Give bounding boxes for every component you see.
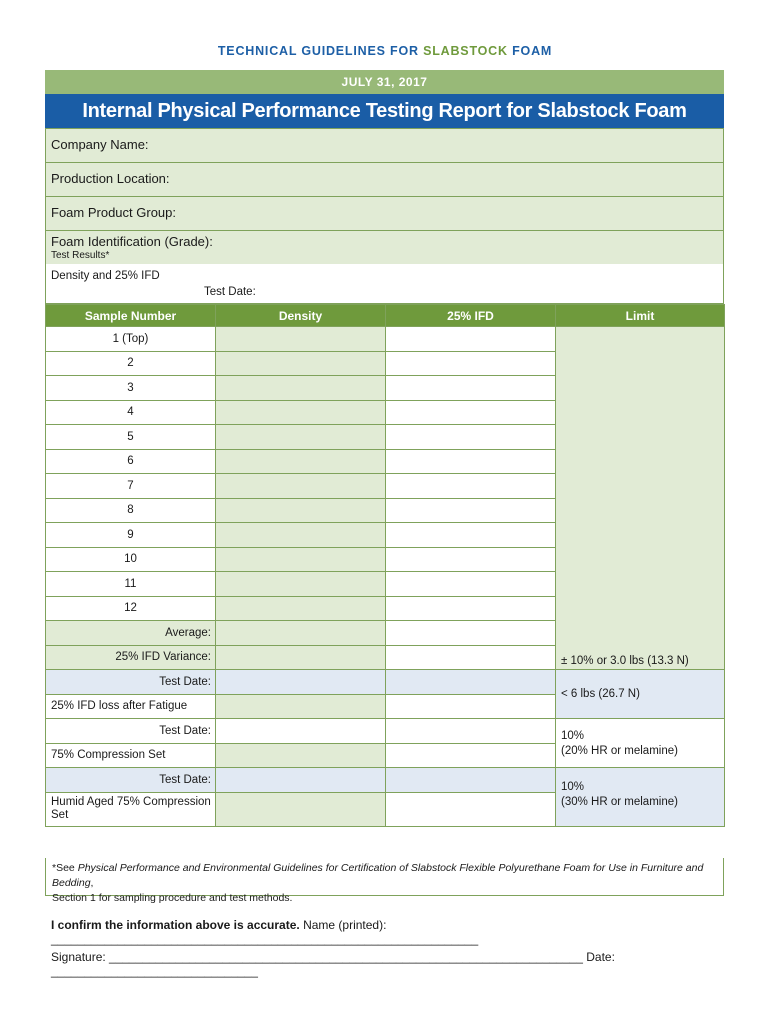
header-suffix: FOAM xyxy=(507,44,553,58)
ifd-cell[interactable] xyxy=(386,376,556,401)
density-cell[interactable] xyxy=(216,547,386,572)
density-test-date-label[interactable]: Test Date: xyxy=(204,286,256,298)
humid-date-cell-2[interactable] xyxy=(386,768,556,793)
sample-number: 11 xyxy=(46,572,216,597)
average-density-cell[interactable] xyxy=(216,621,386,646)
ifd-cell[interactable] xyxy=(386,351,556,376)
company-name-label: Company Name: xyxy=(51,137,149,152)
header-sample-number: Sample Number xyxy=(46,305,216,327)
sample-number: 3 xyxy=(46,376,216,401)
humid-density-cell[interactable] xyxy=(216,792,386,826)
ifd-cell[interactable] xyxy=(386,474,556,499)
variance-ifd-cell[interactable] xyxy=(386,645,556,670)
average-label: Average: xyxy=(46,621,216,646)
confirm-statement: I confirm the information above is accurate. xyxy=(51,918,300,932)
table-header-row xyxy=(46,305,725,327)
compression-date-cell-2[interactable] xyxy=(386,719,556,744)
sample-number: 12 xyxy=(46,596,216,621)
sample-number: 7 xyxy=(46,474,216,499)
density-ifd-label: Density and 25% IFD xyxy=(51,270,160,282)
footnote-suffix: , xyxy=(90,877,94,889)
compression-limit-line2: (20% HR or melamine) xyxy=(561,745,678,757)
report-title: Internal Physical Performance Testing Report for Slabstock Foam xyxy=(45,94,724,128)
sample-number: 1 (Top) xyxy=(46,327,216,352)
footnote-reference: Physical Performance and Environmental Guidelines for Certification of Slabstock Flexible Polyurethane Foam for Use in Furniture and Bedding xyxy=(52,862,704,889)
humid-limit xyxy=(556,768,725,827)
header-ifd: 25% IFD xyxy=(386,305,556,327)
fatigue-limit: < 6 lbs (26.7 N) xyxy=(556,670,725,719)
production-location-field[interactable] xyxy=(45,162,724,197)
variance-limit-text: ± 10% or 3.0 lbs (13.3 N) xyxy=(561,655,689,667)
variance-limit xyxy=(556,327,725,670)
density-cell[interactable] xyxy=(216,327,386,352)
fatigue-density-cell[interactable] xyxy=(216,694,386,719)
humid-limit-line1: 10% xyxy=(561,781,585,793)
foam-grade-field[interactable] xyxy=(45,230,724,265)
variance-label: 25% IFD Variance: xyxy=(46,645,216,670)
density-cell[interactable] xyxy=(216,523,386,548)
sample-number: 10 xyxy=(46,547,216,572)
density-cell[interactable] xyxy=(216,572,386,597)
compression-limit xyxy=(556,719,725,768)
fatigue-ifd-cell[interactable] xyxy=(386,694,556,719)
header-highlight: SLABSTOCK xyxy=(423,44,508,58)
ifd-cell[interactable] xyxy=(386,547,556,572)
date-bar: JULY 31, 2017 xyxy=(45,70,724,94)
density-cell[interactable] xyxy=(216,376,386,401)
table-row xyxy=(46,327,725,352)
signature-field[interactable]: Signature: _______________________________________________________________________ xyxy=(51,950,583,964)
humid-date-cell[interactable] xyxy=(216,768,386,793)
sample-number: 5 xyxy=(46,425,216,450)
foam-product-group-field[interactable] xyxy=(45,196,724,231)
company-name-field[interactable] xyxy=(45,128,724,163)
density-cell[interactable] xyxy=(216,474,386,499)
ifd-cell[interactable] xyxy=(386,523,556,548)
compression-label: 75% Compression Set xyxy=(46,743,216,768)
humid-ifd-cell[interactable] xyxy=(386,792,556,826)
sample-number: 6 xyxy=(46,449,216,474)
fatigue-date-cell[interactable] xyxy=(216,670,386,695)
humid-label: Humid Aged 75% Compression Set xyxy=(46,792,216,826)
humid-test-date-label: Test Date: xyxy=(46,768,216,793)
sample-number: 9 xyxy=(46,523,216,548)
foam-grade-label: Foam Identification (Grade): xyxy=(51,234,213,249)
test-results-label: Test Results* xyxy=(51,250,110,261)
foam-product-group-label: Foam Product Group: xyxy=(51,205,176,220)
density-cell[interactable] xyxy=(216,425,386,450)
density-cell[interactable] xyxy=(216,498,386,523)
ifd-cell[interactable] xyxy=(386,449,556,474)
header-density: Density xyxy=(216,305,386,327)
fatigue-date-cell-2[interactable] xyxy=(386,670,556,695)
production-location-label: Production Location: xyxy=(51,171,170,186)
date-field[interactable]: Date: _______________________________ xyxy=(51,950,615,978)
compression-date-cell[interactable] xyxy=(216,719,386,744)
compression-test-date-label: Test Date: xyxy=(46,719,216,744)
compression-density-cell[interactable] xyxy=(216,743,386,768)
footnote xyxy=(45,858,724,904)
average-ifd-cell[interactable] xyxy=(386,621,556,646)
ifd-cell[interactable] xyxy=(386,425,556,450)
ifd-cell[interactable] xyxy=(386,572,556,597)
sample-number: 8 xyxy=(46,498,216,523)
ifd-cell[interactable] xyxy=(386,498,556,523)
ifd-cell[interactable] xyxy=(386,400,556,425)
density-cell[interactable] xyxy=(216,449,386,474)
results-table xyxy=(45,304,725,827)
document-header xyxy=(0,44,770,58)
footnote-prefix: *See xyxy=(52,862,78,874)
density-ifd-section xyxy=(45,264,724,304)
signature-line xyxy=(51,950,770,978)
confirmation-line xyxy=(51,918,770,946)
compression-date-row xyxy=(46,719,725,744)
header-limit: Limit xyxy=(556,305,725,327)
fatigue-test-date-label: Test Date: xyxy=(46,670,216,695)
ifd-cell[interactable] xyxy=(386,327,556,352)
humid-limit-line2: (30% HR or melamine) xyxy=(561,796,678,808)
density-cell[interactable] xyxy=(216,351,386,376)
fatigue-label: 25% IFD loss after Fatigue xyxy=(46,694,216,719)
compression-ifd-cell[interactable] xyxy=(386,743,556,768)
fatigue-date-row xyxy=(46,670,725,695)
density-cell[interactable] xyxy=(216,596,386,621)
sample-number: 2 xyxy=(46,351,216,376)
sample-number: 4 xyxy=(46,400,216,425)
name-printed-field[interactable]: Name (printed): ________________________________________________________________ xyxy=(51,918,479,946)
humid-date-row xyxy=(46,768,725,793)
variance-density-cell[interactable] xyxy=(216,645,386,670)
footnote-line2: Section 1 for sampling procedure and test methods. xyxy=(52,892,293,904)
density-cell[interactable] xyxy=(216,400,386,425)
header-prefix: TECHNICAL GUIDELINES FOR xyxy=(217,44,424,58)
ifd-cell[interactable] xyxy=(386,596,556,621)
compression-limit-line1: 10% xyxy=(561,730,585,742)
